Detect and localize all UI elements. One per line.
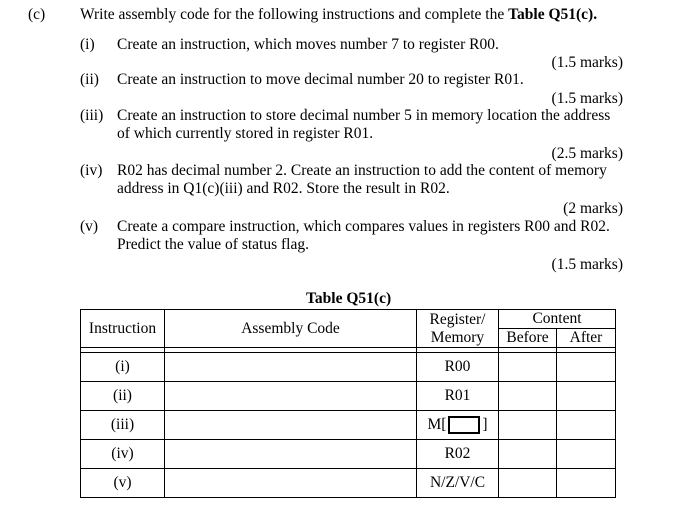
table-caption: Table Q51(c) <box>306 290 392 307</box>
row-after-cell[interactable] <box>557 469 616 498</box>
question-intro <box>80 6 597 24</box>
header-register-memory <box>417 310 499 348</box>
row-assembly-code-cell[interactable] <box>165 353 417 382</box>
row-instruction: (iv) <box>81 440 165 469</box>
item-text: Create a compare instruction, which compares values in registers R00 and R02. <box>117 218 610 235</box>
item-text: address in Q1(c)(iii) and R02. Store the result in R02. <box>117 180 450 197</box>
row-after-cell[interactable] <box>557 353 616 382</box>
item-text: R02 has decimal number 2. Create an instruction to add the content of memory <box>117 162 607 179</box>
item-text: Create an instruction, which moves number 7 to register R00. <box>117 36 499 53</box>
item-marks: (1.5 marks) <box>551 256 623 273</box>
table-row <box>81 382 616 411</box>
table-row <box>81 440 616 469</box>
row-before-cell[interactable] <box>499 469 557 498</box>
row-instruction: (iii) <box>81 411 165 440</box>
item-number: (iii) <box>80 107 104 124</box>
question-intro-text: Write assembly code for the following instructions and complete the <box>80 6 509 23</box>
row-assembly-code-cell[interactable] <box>165 469 417 498</box>
header-after: After <box>557 329 616 348</box>
row-register: R00 <box>417 353 499 382</box>
answer-table <box>80 309 616 498</box>
row-before-cell[interactable] <box>499 353 557 382</box>
memory-address-box[interactable] <box>448 416 480 434</box>
item-marks: (1.5 marks) <box>551 54 623 71</box>
question-label: (c) <box>28 6 46 23</box>
row-after-cell[interactable] <box>557 440 616 469</box>
item-text: Predict the value of status flag. <box>117 236 309 253</box>
row-register-memory <box>417 411 499 440</box>
header-memory: Memory <box>430 328 485 346</box>
row-instruction: (ii) <box>81 382 165 411</box>
item-number: (ii) <box>80 71 99 88</box>
header-assembly-code: Assembly Code <box>165 310 417 348</box>
row-before-cell[interactable] <box>499 440 557 469</box>
header-instruction: Instruction <box>81 310 165 348</box>
row-register: N/Z/V/C <box>417 469 499 498</box>
table-row <box>81 469 616 498</box>
header-register: Register/ <box>429 310 486 328</box>
table-row <box>81 353 616 382</box>
row-assembly-code-cell[interactable] <box>165 411 417 440</box>
item-text: Create an instruction to move decimal number 20 to register R01. <box>117 71 524 88</box>
item-number: (v) <box>80 218 99 235</box>
header-content: Content <box>499 310 616 329</box>
item-marks: (2.5 marks) <box>551 145 623 162</box>
row-after-cell[interactable] <box>557 411 616 440</box>
item-marks: (2 marks) <box>563 200 623 217</box>
memory-reference <box>427 416 487 434</box>
item-number: (iv) <box>80 162 103 179</box>
row-assembly-code-cell[interactable] <box>165 382 417 411</box>
row-after-cell[interactable] <box>557 382 616 411</box>
row-register: R02 <box>417 440 499 469</box>
row-assembly-code-cell[interactable] <box>165 440 417 469</box>
memory-suffix: ] <box>482 416 488 433</box>
item-text: of which currently stored in register R01. <box>117 125 374 142</box>
header-before: Before <box>499 329 557 348</box>
row-instruction: (v) <box>81 469 165 498</box>
table-header-row <box>81 310 616 329</box>
table-row <box>81 411 616 440</box>
item-number: (i) <box>80 36 95 53</box>
memory-prefix: M[ <box>427 416 447 433</box>
item-text: Create an instruction to store decimal number 5 in memory location the address <box>117 107 611 124</box>
question-intro-table-ref: Table Q51(c). <box>508 6 598 23</box>
row-instruction: (i) <box>81 353 165 382</box>
row-before-cell[interactable] <box>499 382 557 411</box>
row-register: R01 <box>417 382 499 411</box>
item-marks: (1.5 marks) <box>551 90 623 107</box>
row-before-cell[interactable] <box>499 411 557 440</box>
